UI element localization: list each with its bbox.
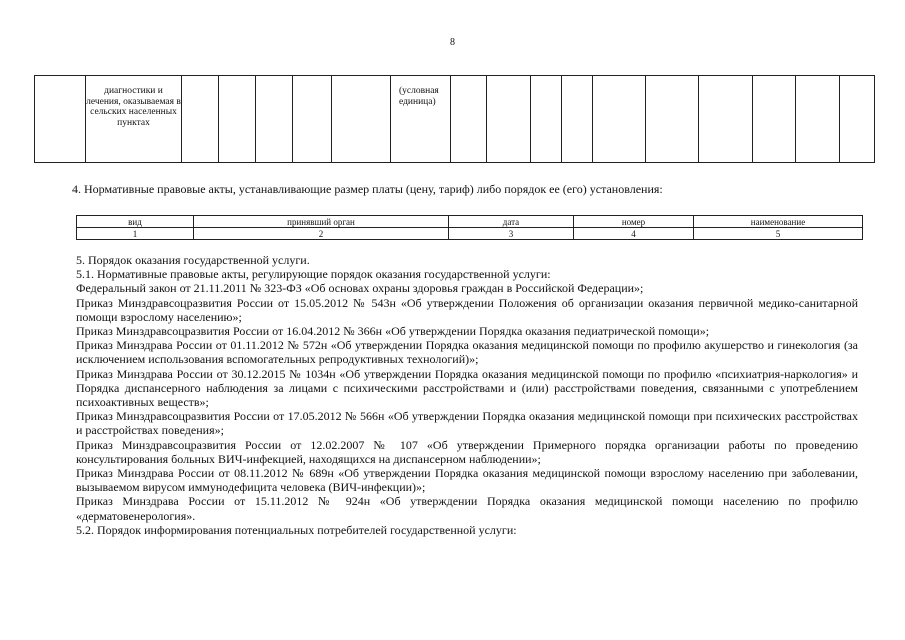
table-cell — [451, 76, 487, 163]
table-cell — [256, 76, 293, 163]
table-cell — [35, 76, 86, 163]
legal-act-item: Приказ Минздрава России от 08.11.2012 № 689н «Об утверждении Порядка оказания медицинской помощи взрослому населению при заболевании, вызываемом вирусом иммунодефицита человека (ВИЧ-инфекции)»; — [76, 466, 858, 495]
table-header-row — [77, 216, 863, 228]
header-cell: наименование — [694, 216, 863, 228]
table-cell — [562, 76, 593, 163]
unit-cell: (условная единица) — [391, 76, 451, 163]
section-5-body — [76, 253, 858, 537]
legal-act-item: Приказ Минздравсоцразвития России от 12.02.2007 № 107 «Об утверждении Примерного порядка организации работы по проведению консультирования больных ВИЧ-инфекцией, находящихся на диспансерном наблюдении»; — [76, 437, 858, 466]
table-cell — [593, 76, 646, 163]
table-cell — [699, 76, 753, 163]
table-cell — [182, 76, 219, 163]
subsection-5-1-heading: 5.1. Нормативные правовые акты, регулирующие порядок оказания государственной услуги: — [76, 267, 551, 282]
header-cell: вид — [77, 216, 194, 228]
number-cell: 4 — [574, 228, 694, 240]
table-cell — [293, 76, 332, 163]
number-cell: 3 — [449, 228, 574, 240]
legal-act-item: Приказ Минздравсоцразвития России от 16.04.2012 № 366н «Об утверждении Порядка оказания педиатрической помощи»; — [76, 324, 710, 339]
subsection-5-2-heading: 5.2. Порядок информирования потенциальных потребителей государственной услуги: — [76, 522, 517, 537]
table-number-row — [77, 228, 863, 240]
legal-act-item: Приказ Минздравсоцразвития России от 17.05.2012 № 566н «Об утверждении Порядка оказания медицинской помощи при психических расстройствах и расстройствах поведения»; — [76, 409, 858, 438]
table-cell — [646, 76, 699, 163]
table-cell — [219, 76, 256, 163]
section-5-heading: 5. Порядок оказания государственной услуги. — [76, 253, 310, 267]
indicators-table-fragment — [34, 75, 875, 163]
section-4-heading: 4. Нормативные правовые акты, устанавливающие размер платы (цену, тариф) либо порядок ее (его) установления: — [72, 182, 663, 196]
legal-act-item: Приказ Минздрава России от 01.11.2012 № 572н «Об утверждении Порядка оказания медицинской помощи по профилю акушерство и гинекология (за исключением использования вспомогательных репродуктивных технологий)»; — [76, 338, 858, 367]
table-cell — [753, 76, 796, 163]
table-cell — [840, 76, 875, 163]
page-number: 8 — [450, 37, 455, 48]
table-cell — [332, 76, 391, 163]
table-cell — [487, 76, 531, 163]
table-cell — [531, 76, 562, 163]
table-cell — [796, 76, 840, 163]
legal-act-item: Приказ Минздрава России от 15.11.2012 № 924н «Об утверждении Порядка оказания медицинской помощи населению по профилю «дерматовенерология». — [76, 494, 858, 523]
number-cell: 5 — [694, 228, 863, 240]
service-content-cell: диагностики и лечения, оказываемая в сельских населенных пунктах — [86, 76, 182, 163]
number-cell: 2 — [194, 228, 449, 240]
header-cell: дата — [449, 216, 574, 228]
legal-acts-table — [76, 215, 863, 240]
header-cell: номер — [574, 216, 694, 228]
legal-act-item: Приказ Минздравсоцразвития России от 15.05.2012 № 543н «Об утверждении Положения об организации оказания первичной медико-санитарной помощи взрослому населению»; — [76, 295, 858, 324]
legal-act-item: Федеральный закон от 21.11.2011 № 323-ФЗ «Об основах охраны здоровья граждан в Российской Федерации»; — [76, 281, 644, 296]
number-cell: 1 — [77, 228, 194, 240]
header-cell: принявший орган — [194, 216, 449, 228]
legal-act-item: Приказ Минздрава России от 30.12.2015 № 1034н «Об утверждении Порядка оказания медицинской помощи по профилю «психиатрия-наркология» и Порядка диспансерного наблюдения за лицами с психическими расстройствами и (или) расстройствами поведения, связанными с употреблением психоактивных веществ»; — [76, 366, 858, 410]
